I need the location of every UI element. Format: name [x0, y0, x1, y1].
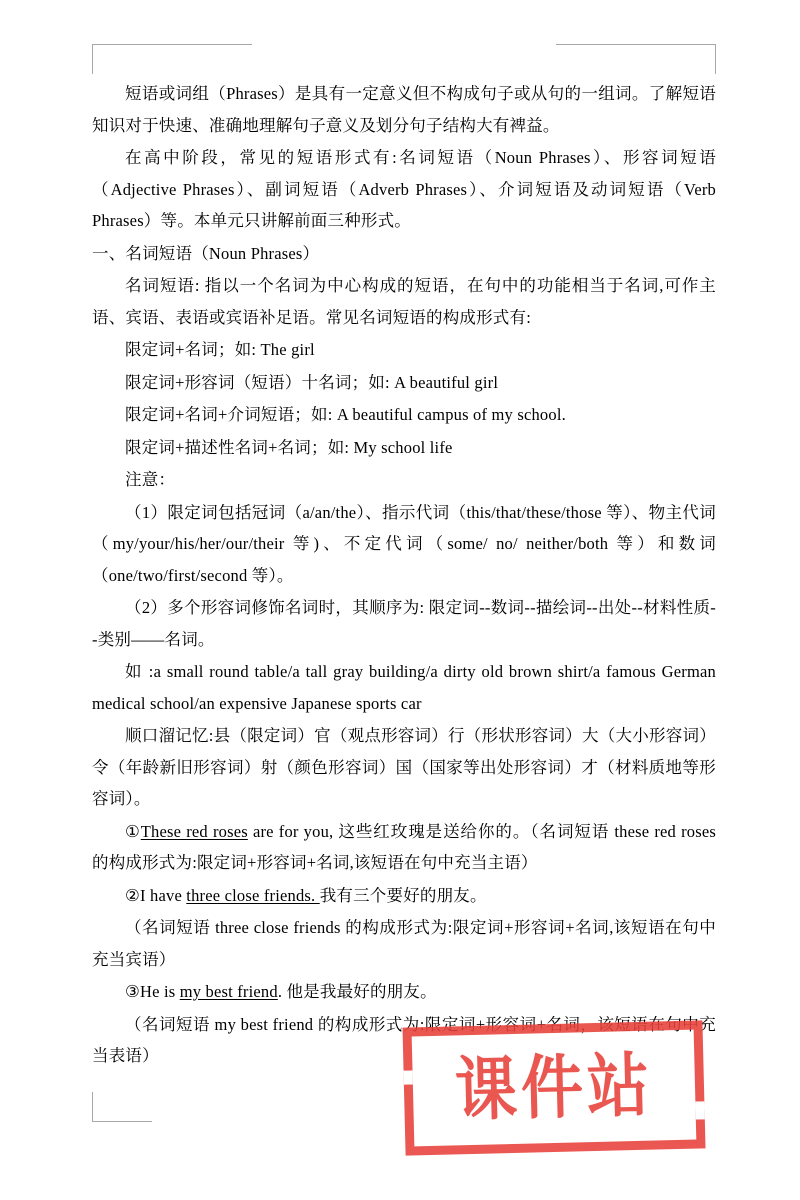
paragraph-form-3: 限定词+名词+介词短语；如: A beautiful campus of my school. [125, 405, 566, 424]
example-2-lead: I have [140, 885, 187, 905]
example-1-marker: ① [125, 821, 141, 841]
example-2-marker: ② [125, 885, 140, 905]
paragraph-form-2: 限定词+形容词（短语）十名词；如: A beautiful girl [125, 372, 499, 392]
watermark-stamp [402, 1020, 705, 1155]
paragraph-note-2: （2）多个形容词修饰名词时，其顺序为: 限定词--数词--描绘词--出处--材料性质--类别——名词。 [92, 598, 716, 649]
example-2-note: （名词短语 three close friends 的构成形式为:限定词+形容词+名词,该短语在句中充当宾语） [92, 918, 716, 969]
page-frame-rule-left [92, 44, 93, 74]
example-1-underlined-phrase: These red roses [140, 821, 248, 841]
page-frame-rule-bottom-left-vertical [92, 1092, 93, 1122]
example-3-underlined-phrase: my best friend [179, 982, 278, 1001]
paragraph-form-1: 限定词+名词；如: The girl [125, 340, 315, 359]
example-2-rest: 我有三个要好的朋友。 [319, 885, 487, 905]
document-body [92, 78, 716, 1073]
paragraph-phrase-types: 在高中阶段，常见的短语形式有:名词短语（Noun Phrases）、形容词短语（Adjective Phrases）、副词短语（Adverb Phrases）、介词短语及动词短语（Verb Phrases）等。本单元只讲解前面三种形式。 [92, 148, 716, 230]
example-3-note: （名词短语 my best friend 的构成形式为:限定词+形容词+名词，该短语在句中充当表语） [92, 1014, 716, 1065]
page-frame-rule-top-right [556, 44, 716, 45]
example-2 [92, 880, 716, 912]
example-1-rest: are for you, 这些红玫瑰是送给你的。（名词短语 these red roses 的构成形式为:限定词+形容词+名词,该短语在句中充当主语） [92, 821, 716, 872]
paragraph-note-1: （1）限定词包括冠词（a/an/the）、指示代词（this/that/these/those 等）、物主代词（my/your/his/her/our/their 等)、不定代词（some/ no/ neither/both 等）和数词（one/two/first/second 等）。 [92, 502, 716, 585]
paragraph-intro: 短语或词组（Phrases）是具有一定意义但不构成句子或从句的一组词。了解短语知识对于快速、准确地理解句子意义及划分句子结构大有裨益。 [92, 84, 716, 135]
paragraph-adjective-order-examples: 如 :a small round table/a tall gray building/a dirty old brown shirt/a famous German medical school/an expensive Japanese sports car [92, 662, 716, 713]
watermark-stamp-inner [412, 1030, 697, 1147]
page-frame-rule-right [715, 44, 716, 74]
section-heading-noun-phrases: 一、名词短语（Noun Phrases） [92, 243, 320, 263]
example-3 [92, 976, 716, 1008]
page-frame-rule-bottom-left-horizontal [92, 1121, 152, 1122]
page-frame-rule-top-left [92, 44, 252, 45]
example-3-marker: ③ [125, 982, 140, 1001]
example-1 [92, 816, 716, 879]
example-3-lead: He is [140, 982, 180, 1001]
paragraph-note-label: 注意： [125, 470, 176, 489]
example-3-rest: . 他是我最好的朋友。 [277, 982, 437, 1001]
paragraph-form-4: 限定词+描述性名词+名词；如: My school life [125, 437, 453, 457]
paragraph-noun-phrase-definition: 名词短语: 指以一个名词为中心构成的短语，在句中的功能相当于名词,可作主语、宾语、表语或宾语补足语。常见名词短语的构成形式有: [92, 276, 716, 327]
watermark-text: 课件站 [454, 1044, 654, 1131]
paragraph-mnemonic: 顺口溜记忆:县（限定词）官（观点形容词）行（形状形容词）大（大小形容词）令（年龄新旧形容词）射（颜色形容词）国（国家等出处形容词）才（材料质地等形容词）。 [92, 726, 716, 808]
example-2-underlined-phrase: three close friends. [186, 885, 320, 905]
